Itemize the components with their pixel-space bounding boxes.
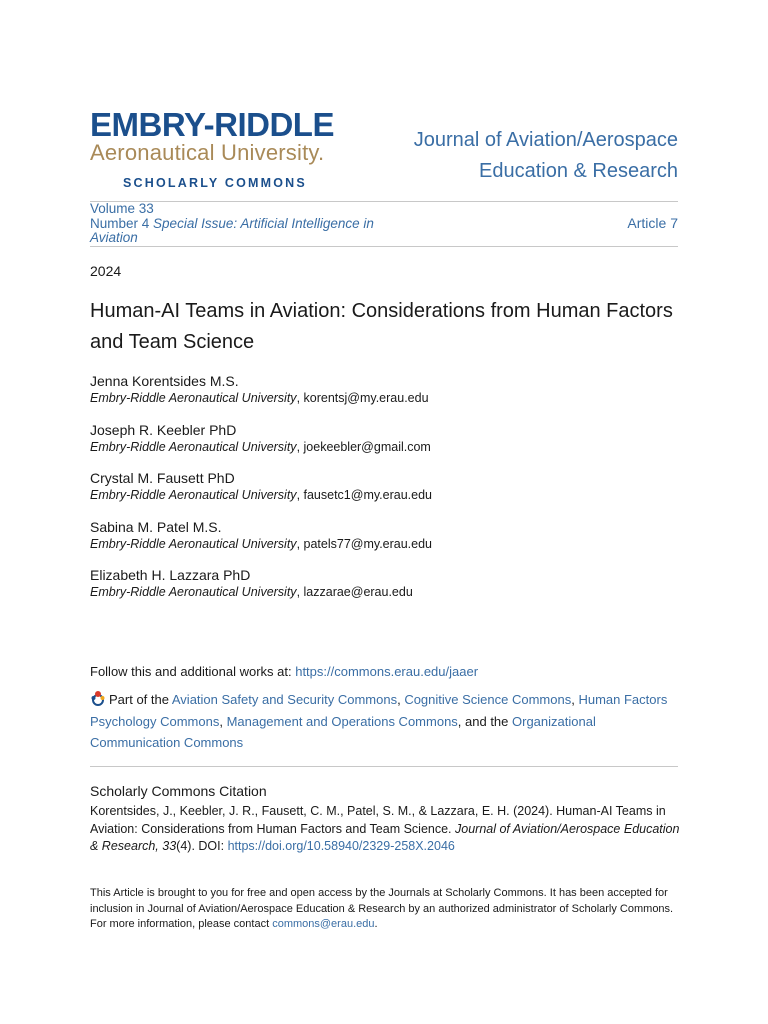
journal-title-line2: Education & Research [478, 160, 678, 182]
divider [90, 246, 678, 247]
contact-email-link[interactable]: commons@erau.edu [272, 918, 375, 930]
author-name: Joseph R. Keebler PhD [90, 421, 237, 438]
follow-line: Follow this and additional works at: https://commons.erau.edu/jaaer [90, 664, 479, 679]
author-affiliation: Embry-Riddle Aeronautical University, fausetc1@my.erau.edu [90, 488, 433, 502]
author-entry [90, 422, 678, 471]
discipline-link[interactable]: Aviation Safety and Security Commons [171, 692, 398, 707]
author-name: Crystal M. Fausett PhD [90, 470, 235, 486]
author-entry [90, 567, 678, 616]
citation-heading: Scholarly Commons Citation [90, 783, 267, 799]
issue-info [90, 202, 410, 246]
journal-title[interactable] [348, 125, 678, 187]
discipline-link[interactable]: Organizational Communication Commons [90, 713, 596, 750]
discipline-link[interactable]: Human Factors Psychology Commons [90, 692, 668, 729]
discipline-link[interactable]: Cognitive Science Commons [404, 692, 572, 707]
author-entry [90, 470, 678, 519]
discipline-link[interactable]: Management and Operations Commons [226, 713, 458, 729]
author-affiliation: Embry-Riddle Aeronautical University, joekeebler@gmail.com [90, 439, 431, 454]
logo-wordmark: EMBRY-RIDDLE [90, 106, 334, 143]
volume-link[interactable]: Volume 33 [90, 201, 154, 216]
author-name: Elizabeth H. Lazzara PhD [90, 567, 251, 583]
citation-text: Korentsides, J., Keebler, J. R., Fausett, C. M., Patel, S. M., & Lazzara, E. H. (2024). Human-AI Teams in Aviation: Considerations from Human Factors and Team Science. Journal of Aviation/Aerospace Education & Research, 33(4). DOI: https://doi.org/10.58940/2329-258X.2046 [90, 804, 680, 853]
article-link[interactable]: Article 7 [627, 215, 678, 231]
doi-link[interactable]: https://doi.org/10.58940/2329-258X.2046 [227, 839, 455, 853]
author-entry [90, 373, 678, 422]
author-affiliation: Embry-Riddle Aeronautical University, korentsj@my.erau.edu [90, 391, 429, 405]
logo-subtitle: Aeronautical University. [90, 140, 325, 165]
author-entry [90, 519, 678, 568]
author-list [90, 373, 678, 616]
special-issue-link[interactable]: Special Issue: Artificial Intelligence in Aviation [90, 215, 374, 245]
divider [90, 766, 678, 767]
author-name: Jenna Korentsides M.S. [90, 373, 239, 389]
network-icon [90, 690, 106, 706]
journal-title-line1: Journal of Aviation/Aerospace [413, 129, 678, 151]
university-logo[interactable] [90, 106, 380, 190]
article-title: Human-AI Teams in Aviation: Considerations from Human Factors and Team Science [90, 300, 673, 353]
author-affiliation: Embry-Riddle Aeronautical University, patels77@my.erau.edu [90, 536, 433, 551]
footer-notice: This Article is brought to you for free and open access by the Journals at Scholarly Commons. It has been accepted for inclusion in Journal of Aviation/Aerospace Education & Research by an authorized administrator of Scholarly Commons. For more information, please contact commons@erau.edu. [90, 887, 674, 930]
author-affiliation: Embry-Riddle Aeronautical University, lazzarae@erau.edu [90, 585, 413, 599]
collection-link[interactable]: https://commons.erau.edu/jaaer [295, 664, 479, 679]
disciplines: Part of the Aviation Safety and Security Commons, Cognitive Science Commons, Human Factors Psychology Commons, Management and Operations Commons, and the Organizational Communication Commons [90, 692, 668, 750]
number-link[interactable]: Number 4 [90, 215, 150, 231]
publication-year: 2024 [90, 263, 122, 279]
logo-tagline: SCHOLARLY COMMONS [123, 176, 307, 190]
author-name: Sabina M. Patel M.S. [90, 518, 222, 535]
